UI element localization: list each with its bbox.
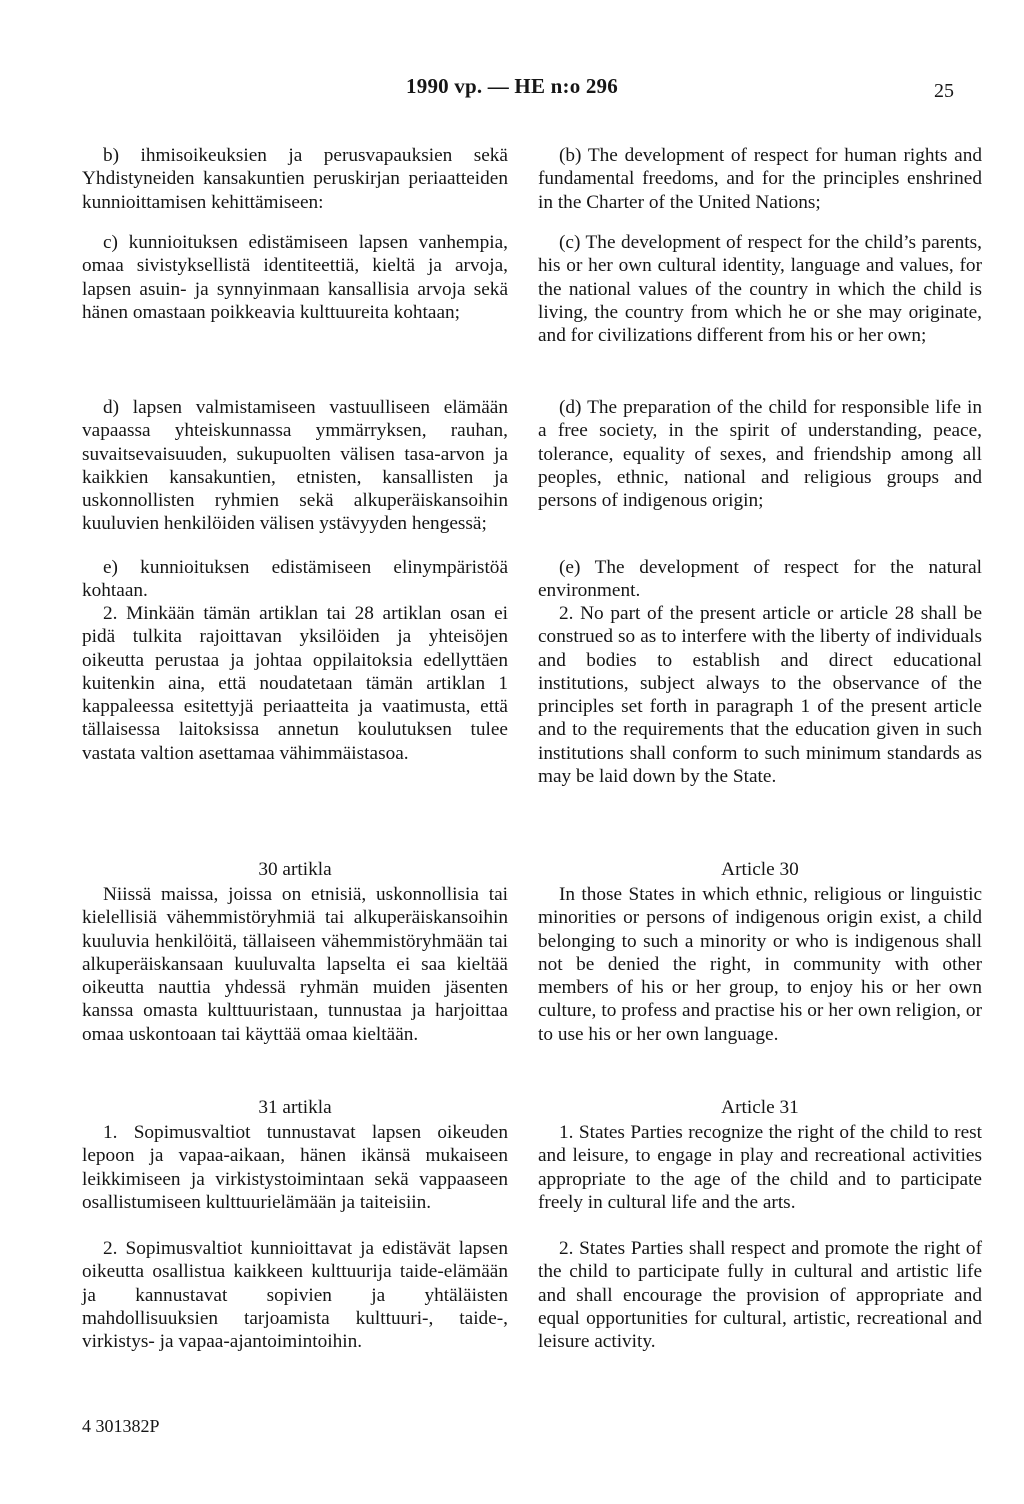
en-paragraph-b: (b) The development of respect for human rights and fundamental freedoms, and for the principles enshrined in the Charter of the United Nations; bbox=[538, 145, 982, 213]
fi-article-31-paragraph-1: 1. Sopimusvaltiot tunnustavat lapsen oikeuden lepoon ja vapaa-aikaan, hänen ikänsä mukaiseen leikkimiseen ja virkistystoimintaan sekä vappaaseen osallistumiseen kulttuurielämään ja taiteisiin. bbox=[82, 1122, 508, 1213]
fi-paragraph-c: c) kunnioituksen edistämiseen lapsen vanhempia, omaa sivistyksellistä identiteettiä, kieltä ja arvoja, lapsen asuin- ja synnyinmaan kansallisia arvoja sekä hänen omastaan poikkeavia kulttuureita kohtaan; bbox=[82, 232, 508, 323]
fi-paragraph-b: b) ihmisoikeuksien ja perusvapauksien sekä Yhdistyneiden kansakuntien peruskirjan periaatteiden kunnioittamisen kehittämiseen: bbox=[82, 145, 508, 213]
en-paragraph-2: 2. No part of the present article or article 28 shall be construed so as to interfere with the liberty of individuals and bodies to establish and direct educational institutions, subject always to the observance of the principles set forth in paragraph 1 of the present article and to the requirements that the education given in such institutions shall conform to such minimum standards as may be laid down by the State. bbox=[538, 603, 982, 788]
fi-article-30-heading: 30 artikla bbox=[258, 859, 332, 880]
fi-paragraph-e: e) kunnioituksen edistämiseen elinympäristöä kohtaan. bbox=[82, 557, 508, 602]
fi-article-30-text: Niissä maissa, joissa on etnisiä, uskonnollisia tai kielellisiä vähemmistöryhmiä tai alkuperäiskansoihin kuuluvia henkilöitä, tällaiseen vähemmistöryhmään tai alkuperäiskansaan kuuluvalta lapselta ei saa kieltää oikeutta nauttia yhdessä ryhmän muiden jäsenten kanssa omasta kulttuuristaan, tunnustaa ja harjoittaa omaa uskontoaan tai käyttää omaa kieltään. bbox=[82, 884, 508, 1045]
en-article-31-heading: Article 31 bbox=[721, 1097, 799, 1118]
fi-article-31-paragraph-2: 2. Sopimusvaltiot kunnioittavat ja edistävät lapsen oikeutta osallistua kaikkeen kulttuurija taide-elämään ja kannustavat sopivien ja yhtäläisten mahdollisuuksien tarjoamista kulttuuri-, taide-, virkistys- ja vapaa-ajantoimintoihin. bbox=[82, 1238, 508, 1353]
en-article-30-text: In those States in which ethnic, religious or linguistic minorities or persons of indigenous origin exist, a child belonging to such a minority or who is indigenous shall not be denied the right, in community with other members of his or her group, to enjoy his or her own culture, to profess and practise his or her own religion, or to use his or her own language. bbox=[538, 884, 982, 1045]
document-reference: 1990 vp. — HE n:o 296 bbox=[406, 74, 618, 98]
page-header bbox=[0, 74, 1024, 104]
en-paragraph-d: (d) The preparation of the child for responsible life in a free society, in the spirit of understanding, peace, tolerance, equality of sexes, and friendship among all peoples, ethnic, national and religious groups and persons of indigenous origin; bbox=[538, 397, 982, 512]
fi-paragraph-d: d) lapsen valmistamiseen vastuulliseen elämään vapaassa yhteiskunnassa ymmärryksen, rauhan, suvaitsevaisuuden, sukupuolten välisen tasa-arvon ja kaikkien kansakuntien, etnisten, kansallisten ja uskonnollisten ryhmien sekä alkuperäiskansoihin kuuluvien henkilöiden välisen ystävyyden hengessä; bbox=[82, 397, 508, 535]
en-paragraph-c: (c) The development of respect for the child’s parents, his or her own cultural identity, language and values, for the national values of the country in which the child is living, the country from which he or she may originate, and for civilizations different from his or her own; bbox=[538, 232, 982, 347]
fi-article-31-heading: 31 artikla bbox=[258, 1097, 332, 1118]
page-number: 25 bbox=[934, 80, 954, 102]
en-paragraph-e: (e) The development of respect for the natural environment. bbox=[538, 557, 982, 602]
en-article-31-paragraph-2: 2. States Parties shall respect and promote the right of the child to participate fully in cultural and artistic life and shall encourage the provision of appropriate and equal opportunities for cultural, artistic, recreational and leisure activity. bbox=[538, 1238, 982, 1353]
en-article-30-heading: Article 30 bbox=[721, 859, 799, 880]
fi-paragraph-2: 2. Minkään tämän artiklan tai 28 artiklan osan ei pidä tulkita rajoittavan yksilöiden ja yhteisöjen oikeutta perustaa ja johtaa oppilaitoksia edellyttäen kuitenkin aina, että noudatetaan tämän artiklan 1 kappaleessa esitettyjä periaatteita ja vaatimusta, että tällaisessa laitoksissa annetun koulutuksen tulee vastata valtion asettamaa vähimmäistasoa. bbox=[82, 603, 508, 764]
en-article-31-paragraph-1: 1. States Parties recognize the right of the child to rest and leisure, to engage in play and recreational activities appropriate to the age of the child and to participate freely in cultural life and the arts. bbox=[538, 1122, 982, 1213]
print-code: 4 301382P bbox=[82, 1416, 160, 1436]
